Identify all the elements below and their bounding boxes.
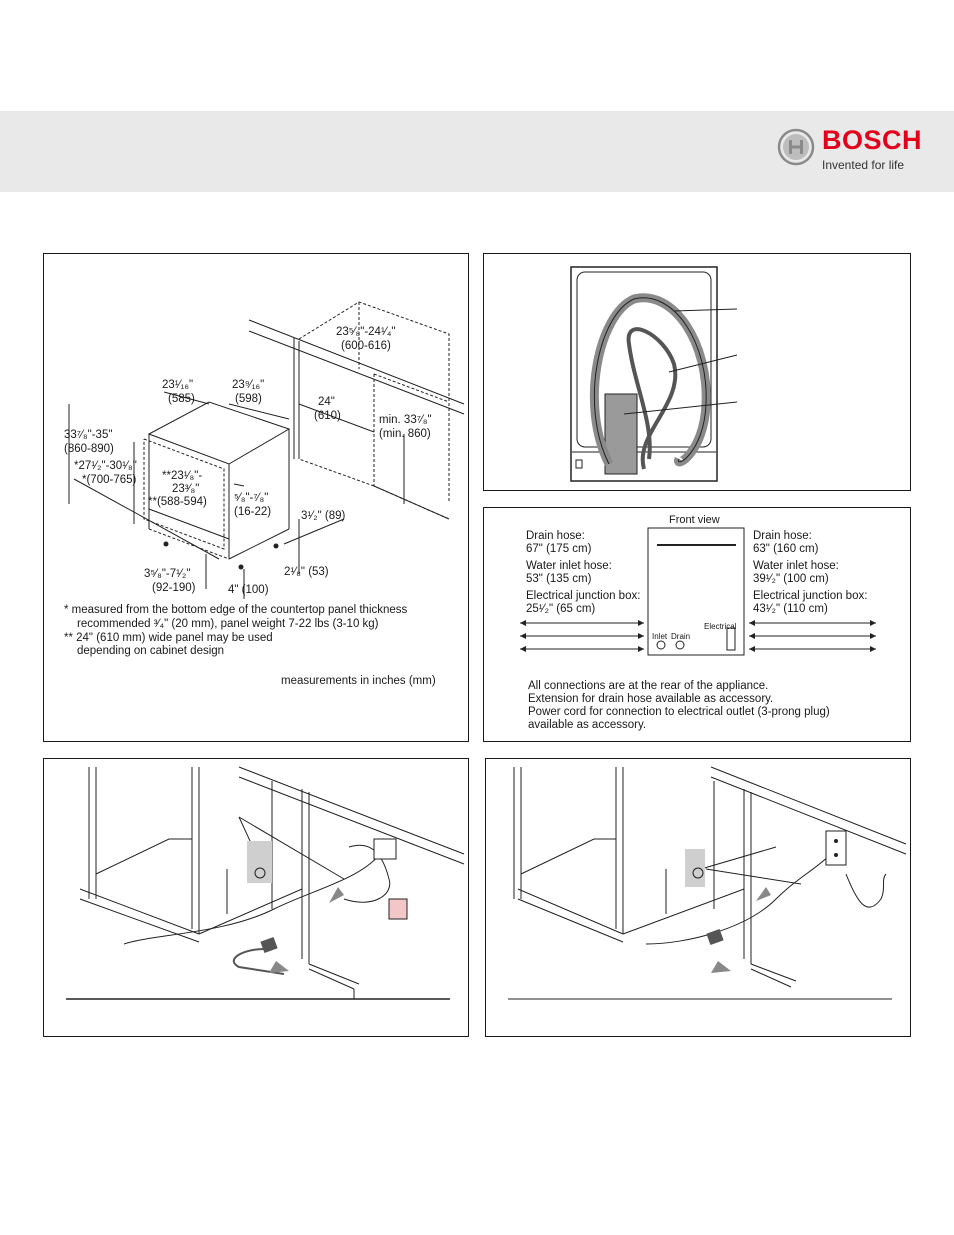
cabinet-depth-mm: (600-616) bbox=[341, 340, 391, 352]
feet-range-label: 3⁵⁄₈"-7¹⁄₂" bbox=[144, 568, 191, 580]
panel-width-label-1: **23¹⁄₈"- bbox=[162, 470, 203, 482]
gap-mm: (16-22) bbox=[234, 506, 272, 518]
note-2a: ** 24" (610 mm) wide panel may be used bbox=[64, 632, 273, 644]
right-junction-value: 43¹⁄₂" (110 cm) bbox=[753, 603, 828, 615]
width-label: 23¹⁄₁₆" bbox=[162, 379, 194, 391]
left-drain-value: 67" (175 cm) bbox=[526, 543, 592, 555]
left-junction-value: 25¹⁄₂" (65 cm) bbox=[526, 603, 596, 615]
left-drain-label: Drain hose: bbox=[526, 530, 585, 542]
dimensions-panel bbox=[43, 253, 469, 742]
niche-height-label: min. 33⁷⁄₈" bbox=[379, 414, 432, 426]
connections-panel bbox=[483, 507, 911, 742]
panel-width-label-2: 23³⁄₈" bbox=[172, 483, 200, 495]
bosch-logo-icon bbox=[776, 127, 816, 167]
note-1b: recommended ³⁄₄" (20 mm), panel weight 7-22 lbs (3-10 kg) bbox=[77, 618, 379, 630]
right-drain-value: 63" (160 cm) bbox=[753, 543, 819, 555]
left-inlet-value: 53" (135 cm) bbox=[526, 573, 592, 585]
junction-box-drawing bbox=[44, 759, 470, 1038]
left-junction-label: Electrical junction box: bbox=[526, 590, 641, 602]
niche-height-mm: (min. 860) bbox=[379, 428, 431, 440]
foot-depth-label: 4" (100) bbox=[228, 584, 269, 596]
rear-view-panel bbox=[483, 253, 911, 491]
foot-offset-label: 2¹⁄₈" (53) bbox=[284, 566, 329, 578]
outlet-drawing bbox=[486, 759, 912, 1038]
gap-label: ⁵⁄₈"-⁷⁄₈" bbox=[234, 492, 269, 504]
port-inlet-label: Inlet bbox=[652, 632, 668, 641]
depth-label: 23⁹⁄₁₆" bbox=[232, 379, 265, 391]
right-junction-label: Electrical junction box: bbox=[753, 590, 868, 602]
outlet-install-panel bbox=[485, 758, 911, 1037]
port-drain-label: Drain bbox=[671, 632, 691, 641]
panel-height-label: *27¹⁄₂"-30¹⁄₈" bbox=[74, 460, 137, 472]
width-mm: (585) bbox=[168, 393, 195, 405]
note-connections-1: All connections are at the rear of the appliance. bbox=[528, 680, 769, 692]
plinth-label: 3¹⁄₂" (89) bbox=[301, 510, 346, 522]
rear-hoses-drawing bbox=[484, 254, 912, 492]
panel-height-mm: *(700-765) bbox=[82, 474, 137, 486]
front-view-title: Front view bbox=[669, 514, 720, 526]
brand-tagline: Invented for life bbox=[822, 158, 905, 172]
cabinet-depth-label: 23⁵⁄₈"-24¹⁄₄" bbox=[336, 326, 396, 338]
left-inlet-label: Water inlet hose: bbox=[526, 560, 612, 572]
niche-width-mm: (610) bbox=[314, 410, 341, 422]
port-electrical-label: Electrical bbox=[704, 622, 737, 631]
note-connections-4: available as accessory. bbox=[528, 719, 647, 731]
right-inlet-label: Water inlet hose: bbox=[753, 560, 839, 572]
feet-range-mm: (92-190) bbox=[152, 582, 196, 594]
note-2b: depending on cabinet design bbox=[77, 645, 225, 657]
units-note: measurements in inches (mm) bbox=[281, 675, 436, 687]
niche-width-label: 24" bbox=[318, 396, 335, 408]
height-range-label: 33⁷⁄₈"-35" bbox=[64, 429, 113, 441]
brand-name: BOSCH bbox=[822, 125, 923, 155]
note-1a: * measured from the bottom edge of the countertop panel thickness bbox=[64, 604, 408, 616]
junction-box-install-panel bbox=[43, 758, 469, 1037]
note-connections-3: Power cord for connection to electrical outlet (3-prong plug) bbox=[528, 706, 830, 718]
panel-width-mm: **(588-594) bbox=[148, 496, 207, 508]
depth-mm: (598) bbox=[235, 393, 262, 405]
note-connections-2: Extension for drain hose available as accessory. bbox=[528, 693, 774, 705]
right-inlet-value: 39¹⁄₂" (100 cm) bbox=[753, 573, 829, 585]
right-drain-label: Drain hose: bbox=[753, 530, 812, 542]
height-range-mm: (860-890) bbox=[64, 443, 114, 455]
